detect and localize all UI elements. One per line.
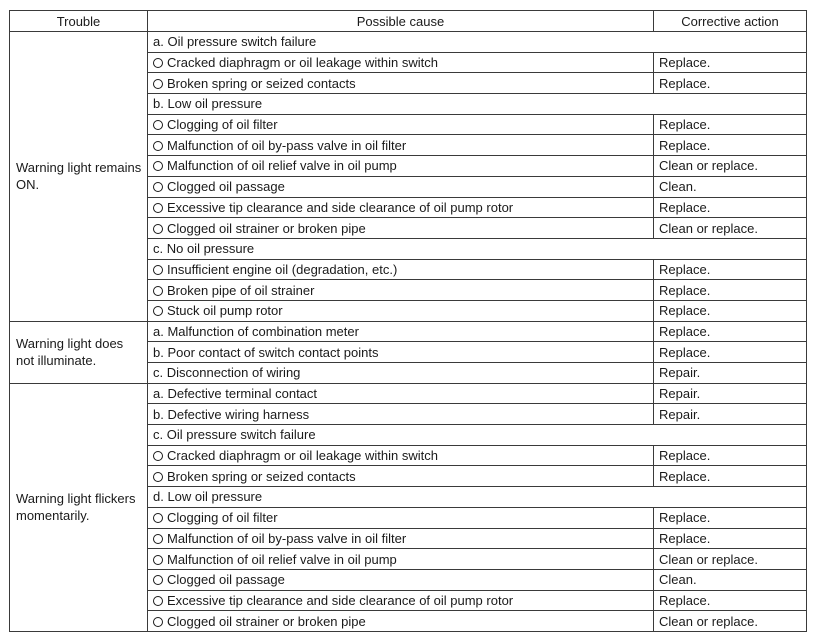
circle-bullet-icon — [153, 203, 163, 213]
circle-bullet-icon — [153, 182, 163, 192]
circle-bullet-icon — [153, 451, 163, 461]
cause-item-cell — [148, 590, 654, 611]
cause-item-cell — [148, 52, 654, 73]
corrective-action-cell: Clean or replace. — [654, 218, 807, 239]
cause-item-cell — [148, 176, 654, 197]
circle-bullet-icon — [153, 575, 163, 585]
cause-text: Broken spring or seized contacts — [167, 468, 356, 484]
cause-item-cell — [148, 507, 654, 528]
corrective-action-cell: Clean or replace. — [654, 156, 807, 177]
corrective-action-cell: Repair. — [654, 383, 807, 404]
cause-text: b. Low oil pressure — [153, 96, 263, 112]
circle-bullet-icon — [153, 161, 163, 171]
corrective-action-cell: Replace. — [654, 528, 807, 549]
corrective-action-cell: Replace. — [654, 507, 807, 528]
table-row — [10, 321, 807, 342]
header-row — [10, 11, 807, 32]
header-trouble: Trouble — [10, 11, 148, 32]
cause-text: b. Poor contact of switch contact points — [153, 344, 379, 360]
cause-text: a. Defective terminal contact — [153, 386, 318, 402]
circle-bullet-icon — [153, 306, 163, 316]
cause-text: c. Oil pressure switch failure — [153, 427, 316, 443]
circle-bullet-icon — [153, 472, 163, 482]
circle-bullet-icon — [153, 120, 163, 130]
cause-item-cell — [148, 611, 654, 632]
cause-cell — [148, 425, 807, 446]
trouble-cell: Warning light remains ON. — [10, 32, 148, 322]
corrective-action-cell: Replace. — [654, 590, 807, 611]
circle-bullet-icon — [153, 513, 163, 523]
corrective-action-cell: Replace. — [654, 197, 807, 218]
corrective-action-cell: Replace. — [654, 114, 807, 135]
circle-bullet-icon — [153, 79, 163, 89]
cause-item-cell — [148, 73, 654, 94]
circle-bullet-icon — [153, 617, 163, 627]
cause-text: Broken pipe of oil strainer — [167, 282, 315, 298]
circle-bullet-icon — [153, 265, 163, 275]
cause-text: Malfunction of oil by-pass valve in oil filter — [167, 137, 407, 153]
cause-cell — [148, 487, 807, 508]
corrective-action-cell: Replace. — [654, 321, 807, 342]
cause-item-cell — [148, 218, 654, 239]
circle-bullet-icon — [153, 224, 163, 234]
cause-text: Malfunction of oil by-pass valve in oil filter — [167, 530, 407, 546]
cause-text: a. Malfunction of combination meter — [153, 323, 359, 339]
cause-item-cell — [148, 114, 654, 135]
table-body — [10, 32, 807, 632]
corrective-action-cell: Replace. — [654, 135, 807, 156]
cause-text: c. No oil pressure — [153, 241, 255, 257]
cause-text: Clogging of oil filter — [167, 510, 278, 526]
trouble-cell: Warning light does not illuminate. — [10, 321, 148, 383]
cause-item-cell — [148, 569, 654, 590]
cause-item-cell — [148, 197, 654, 218]
cause-text: c. Disconnection of wiring — [153, 365, 301, 381]
cause-item-cell — [148, 445, 654, 466]
table-row — [10, 383, 807, 404]
table-row — [10, 32, 807, 53]
circle-bullet-icon — [153, 534, 163, 544]
corrective-action-cell: Clean or replace. — [654, 611, 807, 632]
corrective-action-cell: Clean. — [654, 569, 807, 590]
cause-cell — [148, 321, 654, 342]
cause-text: b. Defective wiring harness — [153, 406, 310, 422]
cause-text: Clogged oil strainer or broken pipe — [167, 220, 366, 236]
cause-text: Clogged oil strainer or broken pipe — [167, 613, 366, 629]
cause-text: Clogging of oil filter — [167, 117, 278, 133]
corrective-action-cell: Replace. — [654, 342, 807, 363]
corrective-action-cell: Replace. — [654, 52, 807, 73]
cause-text: Cracked diaphragm or oil leakage within switch — [167, 448, 438, 464]
trouble-cell: Warning light flickers momentarily. — [10, 383, 148, 631]
circle-bullet-icon — [153, 555, 163, 565]
cause-text: Clogged oil passage — [167, 179, 285, 195]
corrective-action-cell: Replace. — [654, 445, 807, 466]
cause-text: Cracked diaphragm or oil leakage within switch — [167, 55, 438, 71]
cause-item-cell — [148, 280, 654, 301]
cause-text: Insufficient engine oil (degradation, etc.) — [167, 261, 398, 277]
cause-text: Excessive tip clearance and side clearance of oil pump rotor — [167, 199, 514, 215]
cause-item-cell — [148, 466, 654, 487]
header-corrective-action: Corrective action — [654, 11, 807, 32]
corrective-action-cell: Replace. — [654, 466, 807, 487]
cause-item-cell — [148, 528, 654, 549]
cause-text: Stuck oil pump rotor — [167, 303, 283, 319]
circle-bullet-icon — [153, 596, 163, 606]
cause-text: Malfunction of oil relief valve in oil pump — [167, 551, 397, 567]
cause-text: Excessive tip clearance and side clearance of oil pump rotor — [167, 592, 514, 608]
cause-cell — [148, 32, 807, 53]
corrective-action-cell: Replace. — [654, 300, 807, 321]
cause-item-cell — [148, 135, 654, 156]
cause-text: Clogged oil passage — [167, 572, 285, 588]
cause-cell — [148, 94, 807, 115]
corrective-action-cell: Replace. — [654, 280, 807, 301]
cause-text: d. Low oil pressure — [153, 489, 263, 505]
corrective-action-cell: Repair. — [654, 404, 807, 425]
cause-cell — [148, 363, 654, 384]
cause-cell — [148, 342, 654, 363]
cause-cell — [148, 383, 654, 404]
corrective-action-cell: Replace. — [654, 73, 807, 94]
cause-item-cell — [148, 300, 654, 321]
cause-item-cell — [148, 259, 654, 280]
corrective-action-cell: Clean. — [654, 176, 807, 197]
corrective-action-cell: Repair. — [654, 363, 807, 384]
cause-item-cell — [148, 549, 654, 570]
cause-cell — [148, 404, 654, 425]
cause-text: a. Oil pressure switch failure — [153, 34, 317, 50]
cause-text: Malfunction of oil relief valve in oil pump — [167, 158, 397, 174]
cause-cell — [148, 238, 807, 259]
circle-bullet-icon — [153, 58, 163, 68]
cause-text: Broken spring or seized contacts — [167, 75, 356, 91]
circle-bullet-icon — [153, 141, 163, 151]
circle-bullet-icon — [153, 286, 163, 296]
cause-item-cell — [148, 156, 654, 177]
corrective-action-cell: Replace. — [654, 259, 807, 280]
header-possible-cause: Possible cause — [148, 11, 654, 32]
troubleshooting-table — [9, 10, 807, 632]
corrective-action-cell: Clean or replace. — [654, 549, 807, 570]
